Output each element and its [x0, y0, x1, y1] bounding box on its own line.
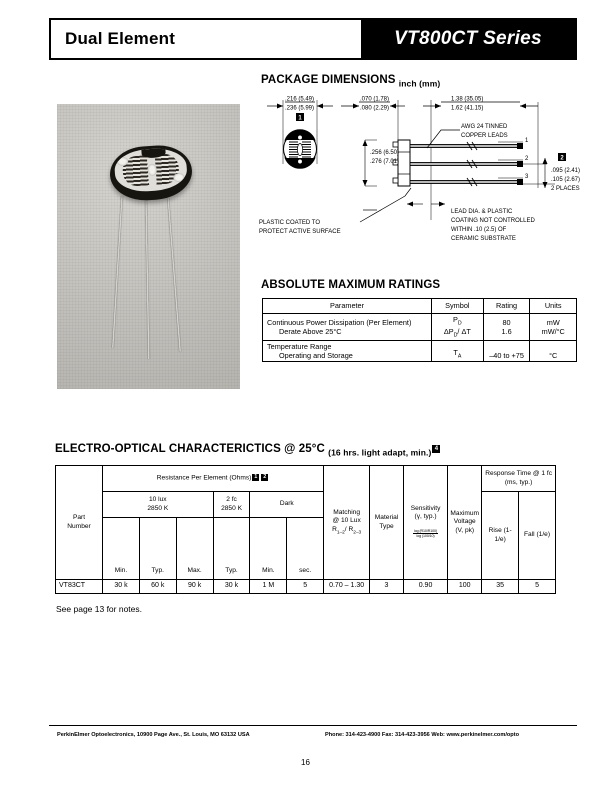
package-dimension-drawing: [255, 92, 611, 252]
amr-header-row: [263, 299, 577, 314]
eo-cell-dark-sec: 5: [287, 580, 324, 594]
amr-row1-parameter-line2: Derate Above 25°C: [279, 327, 342, 337]
callout-leads-line2: COPPER LEADS: [461, 133, 508, 139]
eo-matching-l3: $R_{1-2}/$ $R_{2-3}$: [332, 525, 362, 535]
eo-part-number-l1: Part: [72, 514, 86, 522]
amr-row1-symbol: [432, 314, 484, 341]
eo-2fc-l2: 2850 K: [221, 504, 242, 512]
dim-leadlen-bottom: 1.62 (41.15): [451, 105, 484, 112]
eo-matching-l1: Matching: [333, 509, 360, 517]
eo-cell-dark-min: 1 M: [250, 580, 287, 594]
dim-width-top: .216 (5.49): [285, 96, 315, 103]
amr-row2-parameter-line2: Operating and Storage: [279, 351, 353, 361]
callout-leaddia-line1: LEAD DIA. & PLASTIC: [451, 209, 513, 215]
eo-cell-r10lux-typ: 60 k: [139, 580, 176, 594]
callout-leaddia-line3: WITHIN .10 (2.5) OF: [451, 227, 507, 233]
lead-number-2: 2: [525, 156, 529, 162]
eo-sensitivity-formula: [406, 529, 445, 540]
package-dimensions-heading: [261, 74, 440, 88]
amr-row1-rating-line2: 1.6: [501, 327, 512, 337]
eo-sensitivity-numerator: log (R10/R100): [414, 528, 438, 533]
amr-row1-symbol-line2: $\Delta P_D/$ ΔT: [443, 327, 471, 339]
eo-col-fall: Fall (1/e): [519, 492, 556, 580]
eo-max-voltage-l2: Voltage: [453, 518, 476, 526]
dim-height-top: .256 (6.50): [370, 150, 400, 156]
amr-row1-parameter: [263, 314, 432, 341]
eo-col-sensitivity: [403, 466, 447, 580]
eo-10lux-l2: 2850 K: [147, 504, 169, 512]
header-right-block: [361, 20, 575, 58]
amr-row1-units-line2: mW/°C: [541, 327, 565, 337]
lead-number-3: 3: [525, 174, 529, 180]
eo-subgroup-2fc: [213, 492, 250, 518]
eo-resistance-badge-1: 1: [254, 474, 258, 481]
amr-row1-rating-line1: 80: [502, 317, 511, 327]
notes-reference-line: See page 13 for notes.: [56, 604, 143, 614]
note-badge-1-label: 1: [298, 115, 302, 122]
amr-row2-parameter-line1: Temperature Range: [267, 342, 332, 352]
eo-col-rise: Rise (1-1/e): [482, 492, 519, 580]
eo-resistance-badge-2: 2: [263, 474, 267, 481]
amr-col-rating: Rating: [483, 299, 530, 314]
dim-thickness-top: .070 (1.78): [360, 96, 390, 103]
drawing-side-view: [393, 140, 523, 186]
electro-optical-subnote: (16 hrs. light adapt, min.): [328, 447, 432, 458]
electro-optical-table: [55, 465, 556, 594]
page-number: 16: [301, 758, 310, 767]
eo-col-10lux-min: Min.: [103, 518, 140, 580]
amr-row1-parameter-line1: Continuous Power Dissipation (Per Element): [267, 317, 412, 327]
eo-subgroup-10lux: [103, 492, 214, 518]
eo-group-response-time: [482, 466, 556, 492]
lead-number-1: 1: [525, 138, 529, 144]
eo-cell-r10lux-max: 90 k: [176, 580, 213, 594]
header-series-title: VT800CT Series: [394, 28, 542, 49]
electro-optical-heading: [55, 443, 441, 457]
eo-cell-matching: 0.70 – 1.30: [324, 580, 370, 594]
header-left-block: [51, 20, 361, 58]
eo-sensitivity-l2: (γ, typ.): [414, 513, 437, 521]
callout-leads-line1: AWG 24 TINNED: [461, 124, 508, 130]
eo-10lux-l1: 10 lux: [149, 496, 167, 504]
footer-contact-info: Phone: 314-423-4900 Fax: 314-423-3956 Web: www.perkinelmer.com/opto: [325, 732, 519, 738]
dim-spacing-bottom: .105 (2.67): [551, 177, 581, 183]
eo-material-l2: Type: [379, 522, 394, 530]
eo-material-l1: Material: [374, 514, 399, 522]
dim-width-bottom: .236 (5.99): [285, 105, 315, 112]
amr-row2-units: °C: [530, 341, 577, 362]
dim-spacing-top: .095 (2.41): [551, 168, 581, 174]
eo-col-10lux-typ: Typ.: [139, 518, 176, 580]
eo-subgroup-dark: Dark: [250, 492, 324, 518]
eo-col-max-voltage: [448, 466, 482, 580]
eo-cell-part-number: VT83CT: [56, 580, 103, 594]
eo-matching-l2: @ 10 Lux: [332, 517, 361, 525]
eo-sensitivity-l1: Sensitivity: [410, 505, 441, 513]
eo-cell-fall: 5: [519, 580, 556, 594]
page-header: [49, 18, 577, 60]
eo-cell-sensitivity: 0.90: [403, 580, 447, 594]
eo-col-2fc-typ: Typ.: [213, 518, 250, 580]
eo-header-row-1: [56, 466, 556, 492]
table-row: [263, 314, 577, 341]
eo-part-number-l2: Number: [67, 522, 91, 530]
package-dimensions-title: PACKAGE DIMENSIONS: [261, 74, 396, 86]
callout-plastic-line2: PROTECT ACTIVE SURFACE: [259, 229, 341, 235]
eo-cell-rise: 35: [482, 580, 519, 594]
eo-response-l1: Response Time @ 1 fc: [485, 470, 552, 478]
table-row: [263, 341, 577, 362]
photocell-photo: [57, 104, 240, 389]
eo-cell-r2fc-typ: 30 k: [213, 580, 250, 594]
dim-spacing-places: 2 PLACES: [551, 186, 580, 192]
amr-row2-rating: –40 to +75: [483, 341, 530, 362]
eo-cell-max-voltage: 100: [448, 580, 482, 594]
note-badge-2-label: 2: [560, 155, 564, 162]
eo-col-dark-min: Min.: [250, 518, 287, 580]
dim-thickness-bottom: .080 (2.29): [360, 105, 390, 112]
callout-plastic-line1: PLASTIC COATED TO: [259, 220, 321, 226]
photo-cell-face: [113, 147, 188, 194]
amr-col-parameter: Parameter: [263, 299, 432, 314]
dim-height-bottom: .276 (7.01): [370, 159, 400, 165]
amr-row1-units-line1: mW: [546, 317, 560, 327]
header-product-family: Dual Element: [65, 29, 176, 48]
eo-2fc-l1: 2 fc: [226, 496, 237, 504]
amr-col-units: Units: [530, 299, 577, 314]
table-row: [56, 580, 556, 594]
amr-row1-symbol-line1: $P_D$: [453, 315, 462, 327]
electro-optical-title: ELECTRO-OPTICAL CHARACTERICTICS @ 25°C: [55, 443, 325, 455]
drawing-front-view: [284, 130, 317, 169]
eo-col-matching: [324, 466, 370, 580]
dim-leadlen-top: 1.38 (35.05): [451, 96, 484, 103]
footer-divider: [49, 725, 577, 726]
absolute-maximum-ratings-table: [262, 298, 577, 362]
eo-col-dark-sec: sec.: [287, 518, 324, 580]
eo-col-material-type: [370, 466, 404, 580]
eo-sensitivity-denominator: log (100/10): [416, 533, 435, 538]
amr-row2-symbol: $T_A$: [432, 341, 484, 362]
footer-company-address: PerkinElmer Optoelectronics, 10900 Page Ave., St. Louis, MO 63132 USA: [57, 732, 250, 738]
eo-max-voltage-l3: (V, pk): [455, 526, 475, 534]
package-dimensions-units: inch (mm): [398, 78, 441, 89]
eo-col-10lux-max: Max.: [176, 518, 213, 580]
eo-max-voltage-l1: Maximum: [450, 510, 479, 518]
eo-col-part-number: [56, 466, 103, 580]
absolute-maximum-ratings-heading: ABSOLUTE MAXIMUM RATINGS: [261, 279, 441, 291]
electro-optical-note-badge: 4: [432, 445, 440, 453]
eo-resistance-group-label: Resistance Per Element (Ohms): [156, 474, 252, 482]
amr-row1-units: [530, 314, 577, 341]
photo-contact-pad-2: [173, 173, 185, 183]
callout-leaddia-line2: COATING NOT CONTROLLED: [451, 218, 535, 224]
eo-cell-material-type: 3: [370, 580, 404, 594]
eo-cell-r10lux-min: 30 k: [103, 580, 140, 594]
amr-row1-rating: [483, 314, 530, 341]
amr-col-symbol: Symbol: [432, 299, 484, 314]
eo-response-l2: (ms, typ.): [504, 478, 533, 486]
amr-row2-parameter: [263, 341, 432, 362]
callout-leaddia-line4: CERAMIC SUBSTRATE: [451, 236, 516, 242]
eo-group-resistance: [103, 466, 324, 492]
